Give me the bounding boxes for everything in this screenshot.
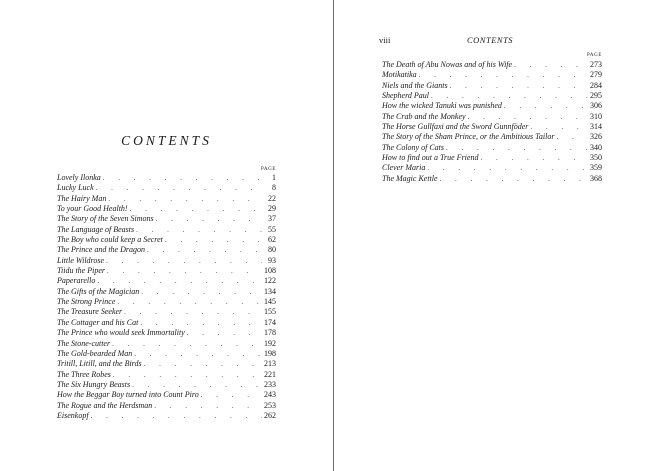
- toc-entry-page: 368: [590, 173, 602, 183]
- toc-entry-title: The Language of Beasts: [57, 224, 135, 234]
- dot-leader: [112, 339, 262, 349]
- toc-entry-title: The Strong Prince: [57, 297, 116, 307]
- toc-entry-title: The Stone-cutter: [57, 338, 111, 348]
- toc-entry: [382, 143, 602, 153]
- dot-leader: [141, 287, 262, 297]
- dot-leader: [136, 225, 262, 235]
- toc-entry-title: The Gold-bearded Man: [57, 348, 133, 358]
- dot-leader: [97, 276, 262, 286]
- toc-entry-page: 37: [268, 214, 276, 224]
- toc-entry-page: 340: [590, 142, 602, 152]
- toc-entry: [382, 112, 602, 122]
- toc-entry-title: Tiidu the Piper: [57, 266, 105, 276]
- toc-entry-title: How the wicked Tanuki was punished: [382, 101, 502, 111]
- toc-entry-page: 359: [590, 163, 602, 173]
- toc-entry-title: Little Wildrose: [57, 255, 105, 265]
- toc-entry-page: 279: [590, 70, 602, 80]
- dot-leader: [124, 307, 262, 317]
- toc-entry-page: 145: [264, 297, 276, 307]
- toc-entry-page: 243: [264, 390, 276, 400]
- toc-entry-page: 108: [264, 266, 276, 276]
- toc-entry-title: The Colony of Cats: [382, 142, 445, 152]
- toc-entry: [57, 183, 276, 193]
- toc-entry-page: 262: [264, 410, 276, 420]
- dot-leader: [108, 194, 262, 204]
- toc-entry-page: 295: [590, 91, 602, 101]
- toc-entry: [57, 339, 276, 349]
- toc-entry: [57, 401, 276, 411]
- toc-entry-title: To your Good Health!: [57, 204, 128, 214]
- toc-entry-title: The Prince who would seek Immortality: [57, 328, 185, 338]
- running-head-title: CONTENTS: [467, 35, 514, 45]
- toc-entry-title: The Treasure Seeker: [57, 307, 123, 317]
- toc-entry-title: The Story of the Sham Prince, or the Ambitious Tailor: [382, 132, 555, 142]
- toc-entry: [57, 287, 276, 297]
- toc-entry-page: 350: [590, 153, 602, 163]
- right-page: [334, 0, 660, 471]
- toc-entry-page: 29: [268, 204, 276, 214]
- toc-entry-title: The Crab and the Monkey: [382, 111, 466, 121]
- toc-entry-title: The Story of the Seven Simons: [57, 214, 154, 224]
- toc-entry: [382, 101, 602, 111]
- contents-heading: CONTENTS: [121, 133, 212, 148]
- toc-entry-page: 8: [272, 183, 276, 193]
- dot-leader: [504, 101, 588, 111]
- dot-leader: [147, 245, 262, 255]
- dot-leader: [140, 318, 262, 328]
- toc-entry: [57, 256, 276, 266]
- toc-entry: [57, 194, 276, 204]
- toc-entry-page: 284: [590, 80, 602, 90]
- toc-entry: [382, 174, 602, 184]
- toc-entry: [57, 266, 276, 276]
- toc-entry-title: The Six Hungry Beasts: [57, 379, 131, 389]
- dot-leader: [96, 183, 262, 193]
- toc-entry: [382, 132, 602, 142]
- toc-entry: [57, 214, 276, 224]
- dot-leader: [187, 328, 262, 338]
- toc-entry: [57, 173, 276, 183]
- toc-entry-page: 22: [268, 193, 276, 203]
- dot-leader: [419, 70, 588, 80]
- toc-entry-page: 155: [264, 307, 276, 317]
- toc-entry: [57, 245, 276, 255]
- toc-entry-page: 198: [264, 348, 276, 358]
- toc-entry-title: The Rogue and the Herdsman: [57, 400, 153, 410]
- toc-entry-title: The Cottager and his Cat: [57, 317, 139, 327]
- dot-leader: [91, 411, 262, 421]
- toc-entry-page: 122: [264, 276, 276, 286]
- toc-entry-title: The Gifts of the Magician: [57, 286, 140, 296]
- toc-entry: [57, 370, 276, 380]
- dot-leader: [514, 60, 588, 70]
- toc-entry-page: 178: [264, 328, 276, 338]
- dot-leader: [144, 359, 262, 369]
- dot-leader: [556, 132, 588, 142]
- dot-leader: [130, 204, 262, 214]
- toc-list-right: [382, 60, 602, 184]
- toc-entry: [57, 276, 276, 286]
- toc-entry-title: The Death of Abu Nowas and of his Wife: [382, 60, 513, 69]
- toc-entry: [57, 204, 276, 214]
- toc-entry-title: Clever Maria: [382, 163, 426, 173]
- dot-leader: [468, 112, 588, 122]
- toc-entry-title: How to find out a True Friend: [382, 153, 479, 163]
- toc-entry-page: 93: [268, 255, 276, 265]
- toc-entry: [382, 60, 602, 70]
- dot-leader: [530, 122, 588, 132]
- toc-entry-title: Eisenkopf: [57, 410, 89, 420]
- page-column-label: PAGE: [261, 167, 276, 172]
- toc-entry-page: 314: [590, 122, 602, 132]
- dot-leader: [103, 173, 262, 183]
- dot-leader: [107, 266, 262, 276]
- dot-leader: [165, 235, 262, 245]
- toc-entry-title: Tritill, Litill, and the Birds: [57, 359, 142, 369]
- dot-leader: [446, 143, 588, 153]
- toc-entry-page: 273: [590, 60, 602, 69]
- toc-entry-page: 192: [264, 338, 276, 348]
- toc-entry-page: 62: [268, 235, 276, 245]
- toc-entry-title: The Horse Gullfaxi and the Sword Gunnföder: [382, 122, 529, 132]
- toc-entry: [57, 307, 276, 317]
- toc-entry: [382, 70, 602, 80]
- dot-leader: [134, 349, 262, 359]
- toc-entry: [57, 235, 276, 245]
- toc-entry-page: 253: [264, 400, 276, 410]
- dot-leader: [113, 370, 262, 380]
- page-column-label: PAGE: [587, 53, 602, 58]
- toc-entry-title: Motikatika: [382, 70, 417, 80]
- toc-entry-title: Shepherd Paul: [382, 91, 430, 101]
- toc-entry: [382, 91, 602, 101]
- toc-entry-page: 134: [264, 286, 276, 296]
- dot-leader: [480, 153, 588, 163]
- dot-leader: [132, 380, 262, 390]
- toc-list-left: [57, 173, 276, 421]
- toc-entry: [382, 81, 602, 91]
- dot-leader: [154, 401, 262, 411]
- dot-leader: [450, 81, 588, 91]
- toc-entry-title: The Boy who could keep a Secret: [57, 235, 163, 245]
- toc-entry-title: The Hairy Man: [57, 193, 107, 203]
- toc-entry: [57, 297, 276, 307]
- toc-entry-title: The Magic Kettle: [382, 173, 438, 183]
- toc-entry-page: 310: [590, 111, 602, 121]
- toc-entry-page: 55: [268, 224, 276, 234]
- toc-entry-title: Lucky Luck: [57, 183, 94, 193]
- toc-entry-title: Paperarello: [57, 276, 96, 286]
- toc-entry: [57, 318, 276, 328]
- toc-entry-page: 213: [264, 359, 276, 369]
- toc-entry-title: How the Beggar Boy turned into Count Piro: [57, 390, 199, 400]
- toc-entry: [57, 225, 276, 235]
- toc-entry: [382, 163, 602, 173]
- toc-entry-page: 233: [264, 379, 276, 389]
- dot-leader: [106, 256, 262, 266]
- toc-entry-page: 306: [590, 101, 602, 111]
- dot-leader: [156, 214, 262, 224]
- toc-entry: [57, 328, 276, 338]
- toc-entry: [57, 380, 276, 390]
- toc-entry-page: 326: [590, 132, 602, 142]
- toc-entry: [57, 349, 276, 359]
- toc-entry-title: Niels and the Giants: [382, 80, 448, 90]
- toc-entry-page: 174: [264, 317, 276, 327]
- toc-entry-page: 80: [268, 245, 276, 255]
- dot-leader: [427, 163, 588, 173]
- toc-entry: [57, 411, 276, 421]
- dot-leader: [440, 174, 588, 184]
- dot-leader: [201, 390, 262, 400]
- toc-entry-page: 221: [264, 369, 276, 379]
- toc-entry: [382, 122, 602, 132]
- page-number: viii: [379, 35, 391, 45]
- toc-entry-page: 1: [272, 173, 276, 182]
- toc-entry-title: The Prince and the Dragon: [57, 245, 145, 255]
- toc-entry-title: The Three Robes: [57, 369, 111, 379]
- dot-leader: [117, 297, 262, 307]
- toc-entry-title: Lovely Ilonka: [57, 173, 101, 182]
- toc-entry: [382, 153, 602, 163]
- toc-entry: [57, 359, 276, 369]
- toc-entry: [57, 390, 276, 400]
- dot-leader: [431, 91, 588, 101]
